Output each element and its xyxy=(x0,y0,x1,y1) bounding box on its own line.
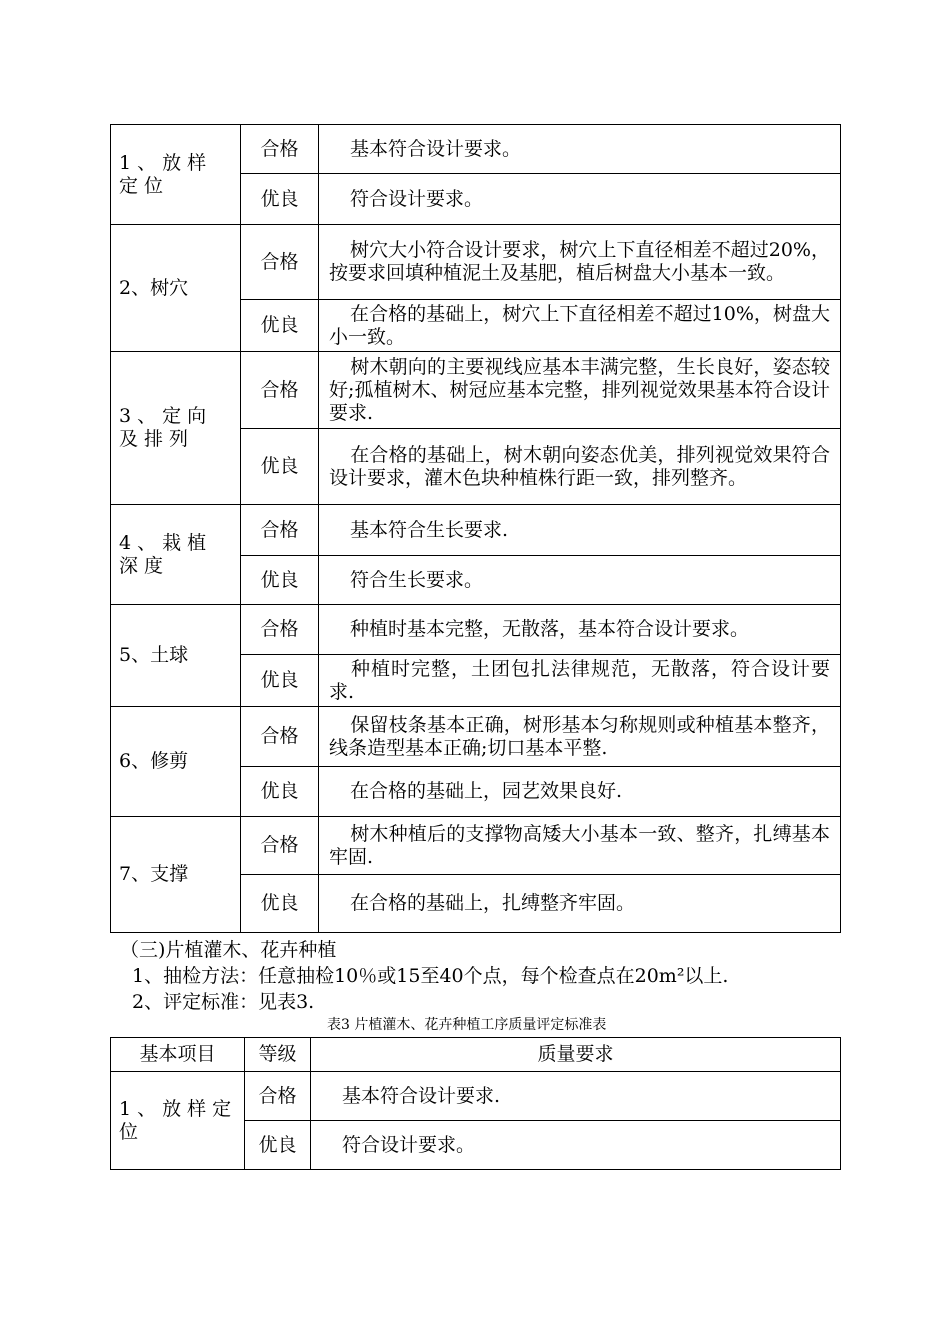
header-requirement: 质量要求 xyxy=(311,1038,841,1072)
table-row xyxy=(111,352,841,429)
table-row xyxy=(111,1072,841,1121)
requirement-cell: 在合格的基础上，园艺效果良好. xyxy=(319,767,841,817)
requirement-cell: 符合设计要求。 xyxy=(319,174,841,225)
header-grade: 等级 xyxy=(245,1038,311,1072)
requirement-cell: 种植时完整，土团包扎法律规范，无散落，符合设计要求. xyxy=(319,655,841,707)
grade-cell: 合格 xyxy=(241,505,319,556)
requirement-cell: 在合格的基础上，树木朝向姿态优美，排列视觉效果符合设计要求，灌木色块种植株行距一致，排列整齐。 xyxy=(319,429,841,505)
item-cell: 6、修剪 xyxy=(111,707,241,817)
requirement-cell: 树木种植后的支撑物高矮大小基本一致、整齐，扎缚基本牢固. xyxy=(319,817,841,875)
item-cell: 4、栽植深度 xyxy=(111,505,241,605)
quality-table-3 xyxy=(110,1037,841,1170)
requirement-cell: 在合格的基础上，扎缚整齐牢固。 xyxy=(319,875,841,933)
table-row xyxy=(111,225,841,300)
requirement-cell: 树穴大小符合设计要求，树穴上下直径相差不超过20%，按要求回填种植泥土及基肥，植后树盘大小基本一致。 xyxy=(319,225,841,300)
requirement-cell: 符合生长要求。 xyxy=(319,556,841,605)
grade-cell: 合格 xyxy=(241,817,319,875)
item-cell: 1、放样定位 xyxy=(111,125,241,225)
table-row xyxy=(111,505,841,556)
item-cell: 1、放样定位 xyxy=(111,1072,245,1170)
grade-cell: 优良 xyxy=(241,556,319,605)
grade-cell: 合格 xyxy=(241,707,319,767)
section-heading: （三)片植灌木、花卉种植 xyxy=(120,939,337,961)
item-cell: 5、土球 xyxy=(111,605,241,707)
grade-cell: 优良 xyxy=(245,1121,311,1170)
grade-cell: 合格 xyxy=(241,125,319,174)
item-cell: 7、支撑 xyxy=(111,817,241,933)
grade-cell: 合格 xyxy=(241,352,319,429)
table-caption: 表3 片植灌木、花卉种植工序质量评定标准表 xyxy=(327,1017,607,1033)
requirement-cell: 基本符合设计要求. xyxy=(311,1072,841,1121)
requirement-cell: 树木朝向的主要视线应基本丰满完整，生长良好，姿态较好;孤植树木、树冠应基本完整，排列视觉效果基本符合设计要求. xyxy=(319,352,841,429)
grade-cell: 合格 xyxy=(241,225,319,300)
requirement-cell: 基本符合设计要求。 xyxy=(319,125,841,174)
inspection-method: 1、抽检方法：任意抽检10％或15至40个点，每个检查点在20m²以上. xyxy=(132,965,729,987)
requirement-cell: 保留枝条基本正确，树形基本匀称规则或种植基本整齐，线条造型基本正确;切口基本平整. xyxy=(319,707,841,767)
grade-cell: 优良 xyxy=(241,174,319,225)
evaluation-standard: 2、评定标准：见表3. xyxy=(132,991,315,1013)
grade-cell: 合格 xyxy=(241,605,319,655)
table-header-row xyxy=(111,1038,841,1072)
grade-cell: 优良 xyxy=(241,429,319,505)
grade-cell: 合格 xyxy=(245,1072,311,1121)
requirement-cell: 种植时基本完整，无散落，基本符合设计要求。 xyxy=(319,605,841,655)
grade-cell: 优良 xyxy=(241,300,319,352)
table-row xyxy=(111,125,841,174)
header-item: 基本项目 xyxy=(111,1038,245,1072)
requirement-cell: 基本符合生长要求. xyxy=(319,505,841,556)
table-row xyxy=(111,707,841,767)
table-row xyxy=(111,817,841,875)
requirement-cell: 在合格的基础上，树穴上下直径相差不超过10%，树盘大小一致。 xyxy=(319,300,841,352)
grade-cell: 优良 xyxy=(241,875,319,933)
item-cell: 2、树穴 xyxy=(111,225,241,352)
item-cell: 3、定向及排列 xyxy=(111,352,241,505)
grade-cell: 优良 xyxy=(241,767,319,817)
quality-table-2 xyxy=(110,124,841,933)
grade-cell: 优良 xyxy=(241,655,319,707)
requirement-cell: 符合设计要求。 xyxy=(311,1121,841,1170)
table-row xyxy=(111,605,841,655)
